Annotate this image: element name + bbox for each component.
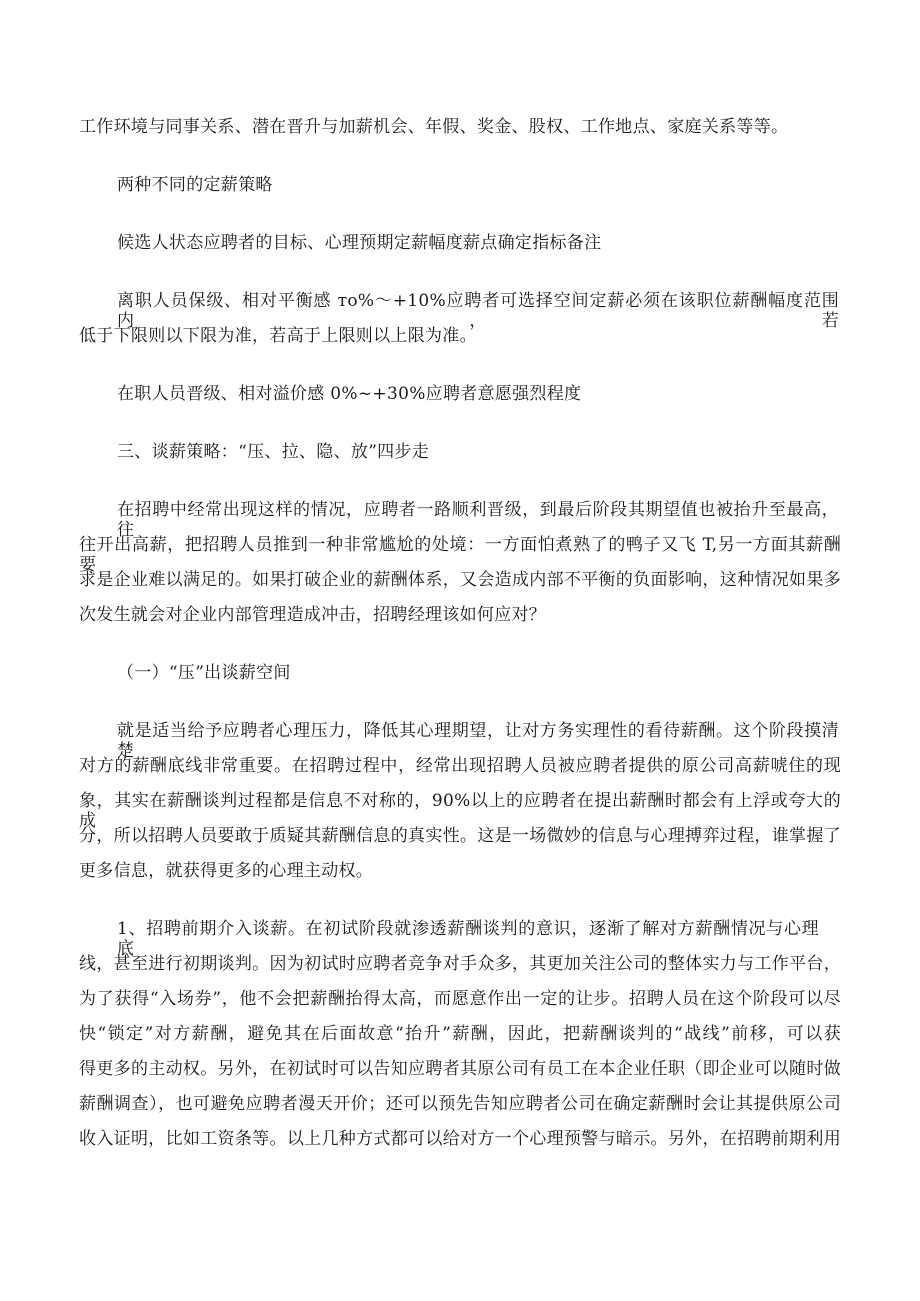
paragraph-line: 更多信息，就获得更多的心理主动权。 xyxy=(79,861,374,881)
paragraph-line: 对方的薪酬底线非常重要。在招聘过程中，经常出现招聘人员被应聘者提供的原公司高薪唬住的现 xyxy=(79,756,841,776)
paragraph-line: 1、招聘前期介入谈薪。在初试阶段就渗透薪酬谈判的意识，逐渐了解对方薪酬情况与心理底 xyxy=(117,919,819,959)
paragraph-line: 得更多的主动权。另外，在初试时可以告知应聘者其原公司有员工在本企业任职（即企业可以随时做 xyxy=(79,1059,841,1079)
paragraph-line: 候选人状态应聘者的目标、心理预期定薪幅度薪点确定指标备注 xyxy=(117,233,602,253)
paragraph-line: 次发生就会对企业内部管理造成冲击，招聘经理该如何应对？ xyxy=(79,605,547,625)
paragraph-line: 离职人员保级、相对平衡感 то%～+10%应聘者可选择空间定薪必须在该职位薪酬幅度范围内，若 xyxy=(117,291,839,331)
section-heading: （一）“压”出谈薪空间 xyxy=(117,663,291,683)
paragraph-line: 薪酬调查），也可避免应聘者漫天开价；还可以预先告知应聘者公司在确定薪酬时会让其提供原公司 xyxy=(79,1094,841,1114)
paragraph-line: 分，所以招聘人员要敢于质疑其薪酬信息的真实性。这是一场微妙的信息与心理搏弈过程，谁掌握了 xyxy=(79,826,841,846)
section-heading: 两种不同的定薪策略 xyxy=(117,175,273,195)
section-heading: 三、谈薪策略：“压、拉、隐、放”四步走 xyxy=(117,442,430,462)
paragraph-line: 在招聘中经常出现这样的情况，应聘者一路顺利晋级，到最后阶段其期望值也被抬升至最高，往 xyxy=(117,500,839,540)
paragraph-line: 往开出高薪，把招聘人员推到一种非常尴尬的处境：一方面怕煮熟了的鸭子又飞 T,另一方面其薪酬要 xyxy=(79,535,841,575)
paragraph-line: 为了获得“入场券”，他不会把薪酬抬得太高，而愿意作出一定的让步。招聘人员在这个阶段可以尽 xyxy=(79,989,841,1009)
paragraph-line: 在职人员晋级、相对溢价感 0%~+30%应聘者意愿强烈程度 xyxy=(117,384,582,404)
paragraph-line: 工作环境与同事关系、潜在晋升与加薪机会、年假、奖金、股权、工作地点、家庭关系等等。 xyxy=(79,117,789,137)
paragraph-line: 象，其实在薪酬谈判过程都是信息不对称的，90%以上的应聘者在提出薪酬时都会有上浮或夸大的成 xyxy=(79,791,841,831)
paragraph-line: 低于下限则以下限为准，若高于上限则以上限为准。 xyxy=(79,326,477,346)
paragraph-line: 快“锁定”对方薪酬，避免其在后面故意“抬升”薪酬，因此，把薪酬谈判的“战线”前移，可以获 xyxy=(79,1024,841,1044)
paragraph-line: 线，甚至进行初期谈判。因为初试时应聘者竞争对手众多，其更加关注公司的整体实力与工作平台， xyxy=(79,954,841,974)
paragraph-line: 求是企业难以满足的。如果打破企业的薪酬体系，又会造成内部不平衡的负面影响，这种情况如果多 xyxy=(79,570,841,590)
paragraph-line: 就是适当给予应聘者心理压力，降低其心理期望，让对方务实理性的看待薪酬。这个阶段摸清楚 xyxy=(117,721,839,761)
paragraph-line: 收入证明，比如工资条等。以上几种方式都可以给对方一个心理预警与暗示。另外，在招聘前期利用 xyxy=(79,1129,841,1149)
